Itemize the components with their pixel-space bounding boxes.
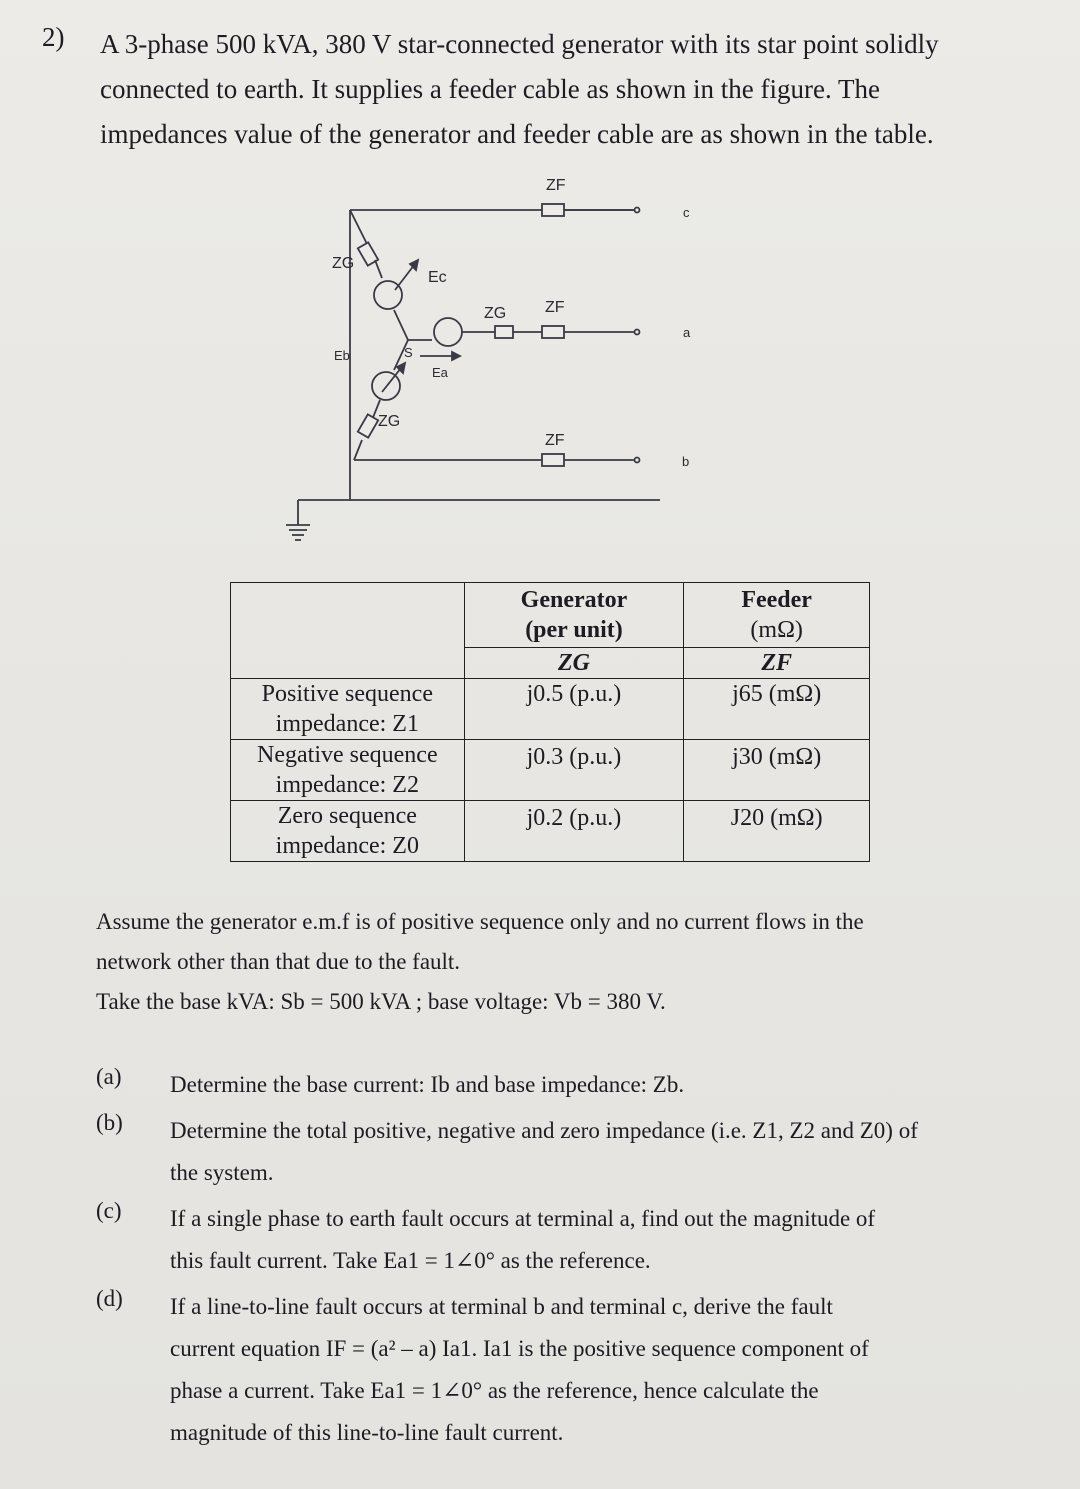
question-intro [100, 22, 980, 157]
intro-line-3: impedances value of the generator and feeder cable are as shown in the table. [100, 119, 934, 149]
row-feeder-value: j65 (mΩ) [684, 679, 870, 740]
part-d-line2: current equation IF = (a² – a) Ia1. Ia1 is the positive sequence component of [170, 1336, 869, 1361]
label-zf-bottom: ZF [545, 432, 565, 449]
label-terminal-c: c [683, 205, 690, 220]
part-c-line2: this fault current. Take Ea1 = 1∠0° as the reference. [170, 1248, 651, 1273]
subheader-zf: ZF [684, 648, 870, 679]
label-zg-mid: ZG [484, 305, 507, 322]
part-d-line4: magnitude of this line-to-line fault current. [170, 1420, 564, 1445]
subheader-zg: ZG [464, 648, 684, 679]
intro-line-2: connected to earth. It supplies a feeder cable as shown in the figure. The [100, 74, 880, 104]
row-label-line2: impedance: Z2 [275, 772, 419, 798]
table-header-row [231, 583, 870, 648]
part-c [96, 1198, 1046, 1282]
header-generator-line1: Generator [520, 587, 628, 613]
label-terminal-b: b [682, 454, 690, 469]
label-zf-top: ZF [546, 177, 566, 194]
label-zf-mid: ZF [545, 299, 565, 316]
part-a-label: (a) [96, 1064, 122, 1089]
label-zg-bottom: ZG [378, 413, 401, 430]
row-label-line2: impedance: Z0 [275, 833, 419, 859]
row-label-line2: impedance: Z1 [275, 711, 419, 737]
row-feeder-value: J20 (mΩ) [684, 801, 870, 862]
header-feeder-line2: (mΩ) [750, 617, 803, 643]
question-parts [96, 1064, 1046, 1458]
row-feeder-value: j30 (mΩ) [684, 740, 870, 801]
table-row [231, 679, 870, 740]
part-b-label: (b) [96, 1110, 123, 1135]
intro-line-1: A 3-phase 500 kVA, 380 V star-connected generator with its star point solidly [100, 29, 939, 59]
part-d-line1: If a line-to-line fault occurs at terminal b and terminal c, derive the fault [170, 1294, 833, 1319]
header-feeder [684, 583, 870, 648]
part-d-label: (d) [96, 1286, 123, 1311]
part-b-line1: Determine the total positive, negative and zero impedance (i.e. Z1, Z2 and Z0) of [170, 1118, 918, 1143]
assumption-line-2: network other than that due to the fault. [96, 949, 461, 974]
label-zg-left: ZG [332, 255, 355, 272]
row-gen-value: j0.5 (p.u.) [464, 679, 684, 740]
row-label-line1: Positive sequence [261, 681, 433, 707]
table-subheader-row [231, 648, 870, 679]
table-sub-corner [231, 648, 465, 679]
assumption-line-1: Assume the generator e.m.f is of positive sequence only and no current flows in the [96, 909, 864, 934]
question-number: 2) [42, 22, 65, 52]
circuit-diagram [270, 160, 730, 570]
label-star-point: S [404, 345, 413, 360]
table-corner-cell [231, 583, 465, 648]
label-terminal-a: a [683, 325, 691, 340]
label-ea: Ea [432, 365, 448, 380]
header-feeder-line1: Feeder [741, 587, 812, 613]
label-eb: Eb [334, 348, 350, 363]
header-generator [464, 583, 684, 648]
row-gen-value: j0.3 (p.u.) [464, 740, 684, 801]
part-c-label: (c) [96, 1198, 122, 1223]
assumption-line-3: Take the base kVA: Sb = 500 kVA ; base voltage: Vb = 380 V. [96, 989, 666, 1014]
part-b [96, 1110, 1046, 1194]
row-label-line1: Zero sequence [277, 803, 417, 829]
part-d-line3: phase a current. Take Ea1 = 1∠0° as the reference, hence calculate the [170, 1378, 819, 1403]
impedance-table [230, 582, 870, 862]
header-generator-line2: (per unit) [525, 617, 623, 643]
label-ec: Ec [428, 269, 447, 286]
row-label-line1: Negative sequence [257, 742, 438, 768]
part-a [96, 1064, 1046, 1106]
assumptions-block [96, 902, 996, 1022]
part-d [96, 1286, 1046, 1454]
row-gen-value: j0.2 (p.u.) [464, 801, 684, 862]
part-a-line1: Determine the base current: Ib and base impedance: Zb. [170, 1072, 685, 1097]
part-b-line2: the system. [170, 1160, 274, 1185]
part-c-line1: If a single phase to earth fault occurs at terminal a, find out the magnitude of [170, 1206, 876, 1231]
table-row [231, 740, 870, 801]
table-row [231, 801, 870, 862]
